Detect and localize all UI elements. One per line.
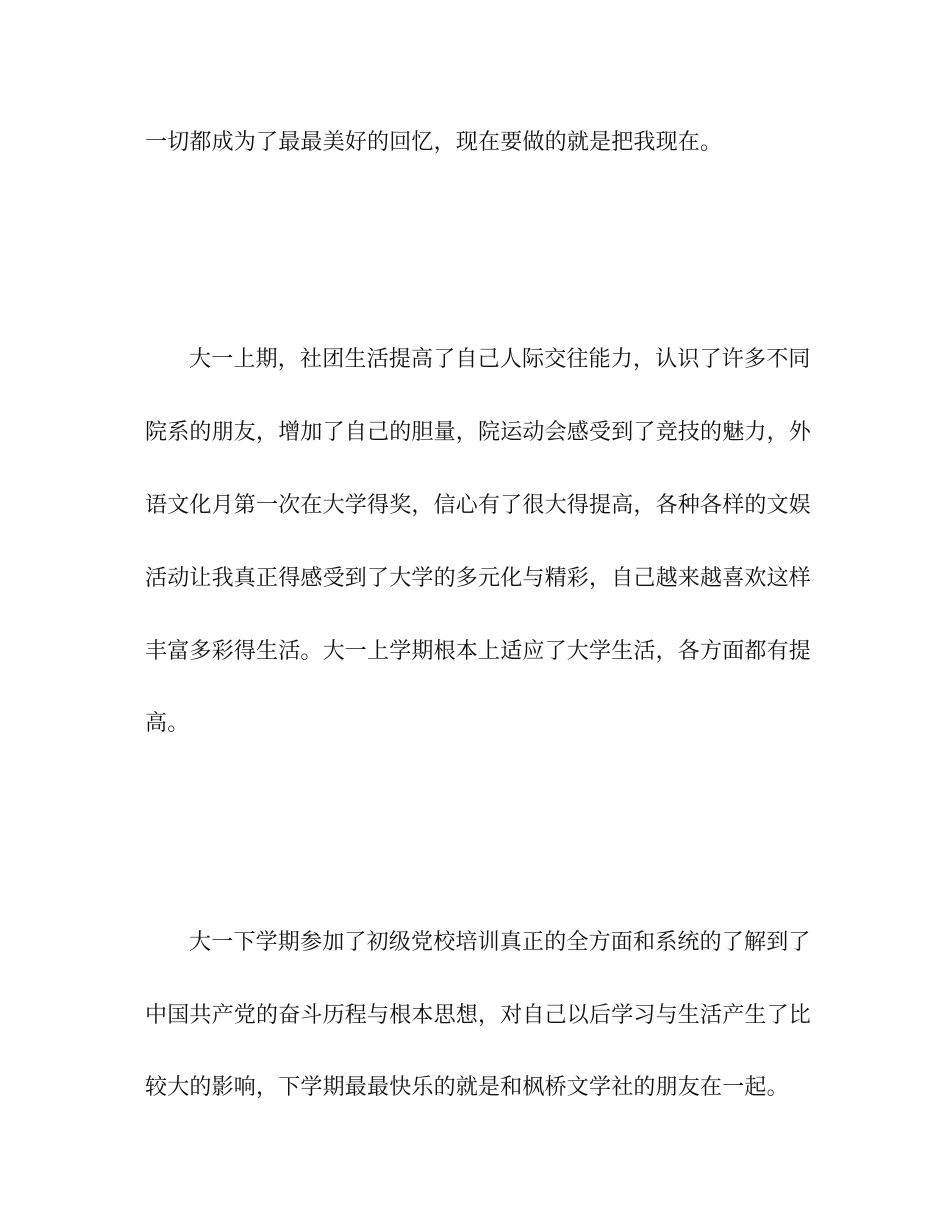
text-line: 院系的朋友，增加了自己的胆量，院运动会感受到了竞技的魅力，外	[145, 420, 812, 445]
text-line: 语文化月第一次在大学得奖，信心有了很大得提高，各种各样的文娱	[145, 493, 812, 518]
text-line: 大一下学期参加了初级党校培训真正的全方面和系统的了解到了	[189, 930, 811, 955]
text-line: 中国共产党的奋斗历程与根本思想，对自己以后学习与生活产生了比	[145, 1003, 812, 1028]
text-line: 丰富多彩得生活。大一上学期根本上适应了大学生活，各方面都有提	[145, 639, 812, 664]
text-line: 较大的影响，下学期最最快乐的就是和枫桥文学社的朋友在一起。	[145, 1075, 789, 1100]
text-line: 高。	[145, 711, 190, 736]
text-line: 活动让我真正得感受到了大学的多元化与精彩，自己越来越喜欢这样	[145, 566, 812, 591]
text-line: 一切都成为了最最美好的回忆，现在要做的就是把我现在。	[145, 130, 723, 155]
text-line: 大一上期，社团生活提高了自己人际交往能力，认识了许多不同	[189, 347, 811, 372]
